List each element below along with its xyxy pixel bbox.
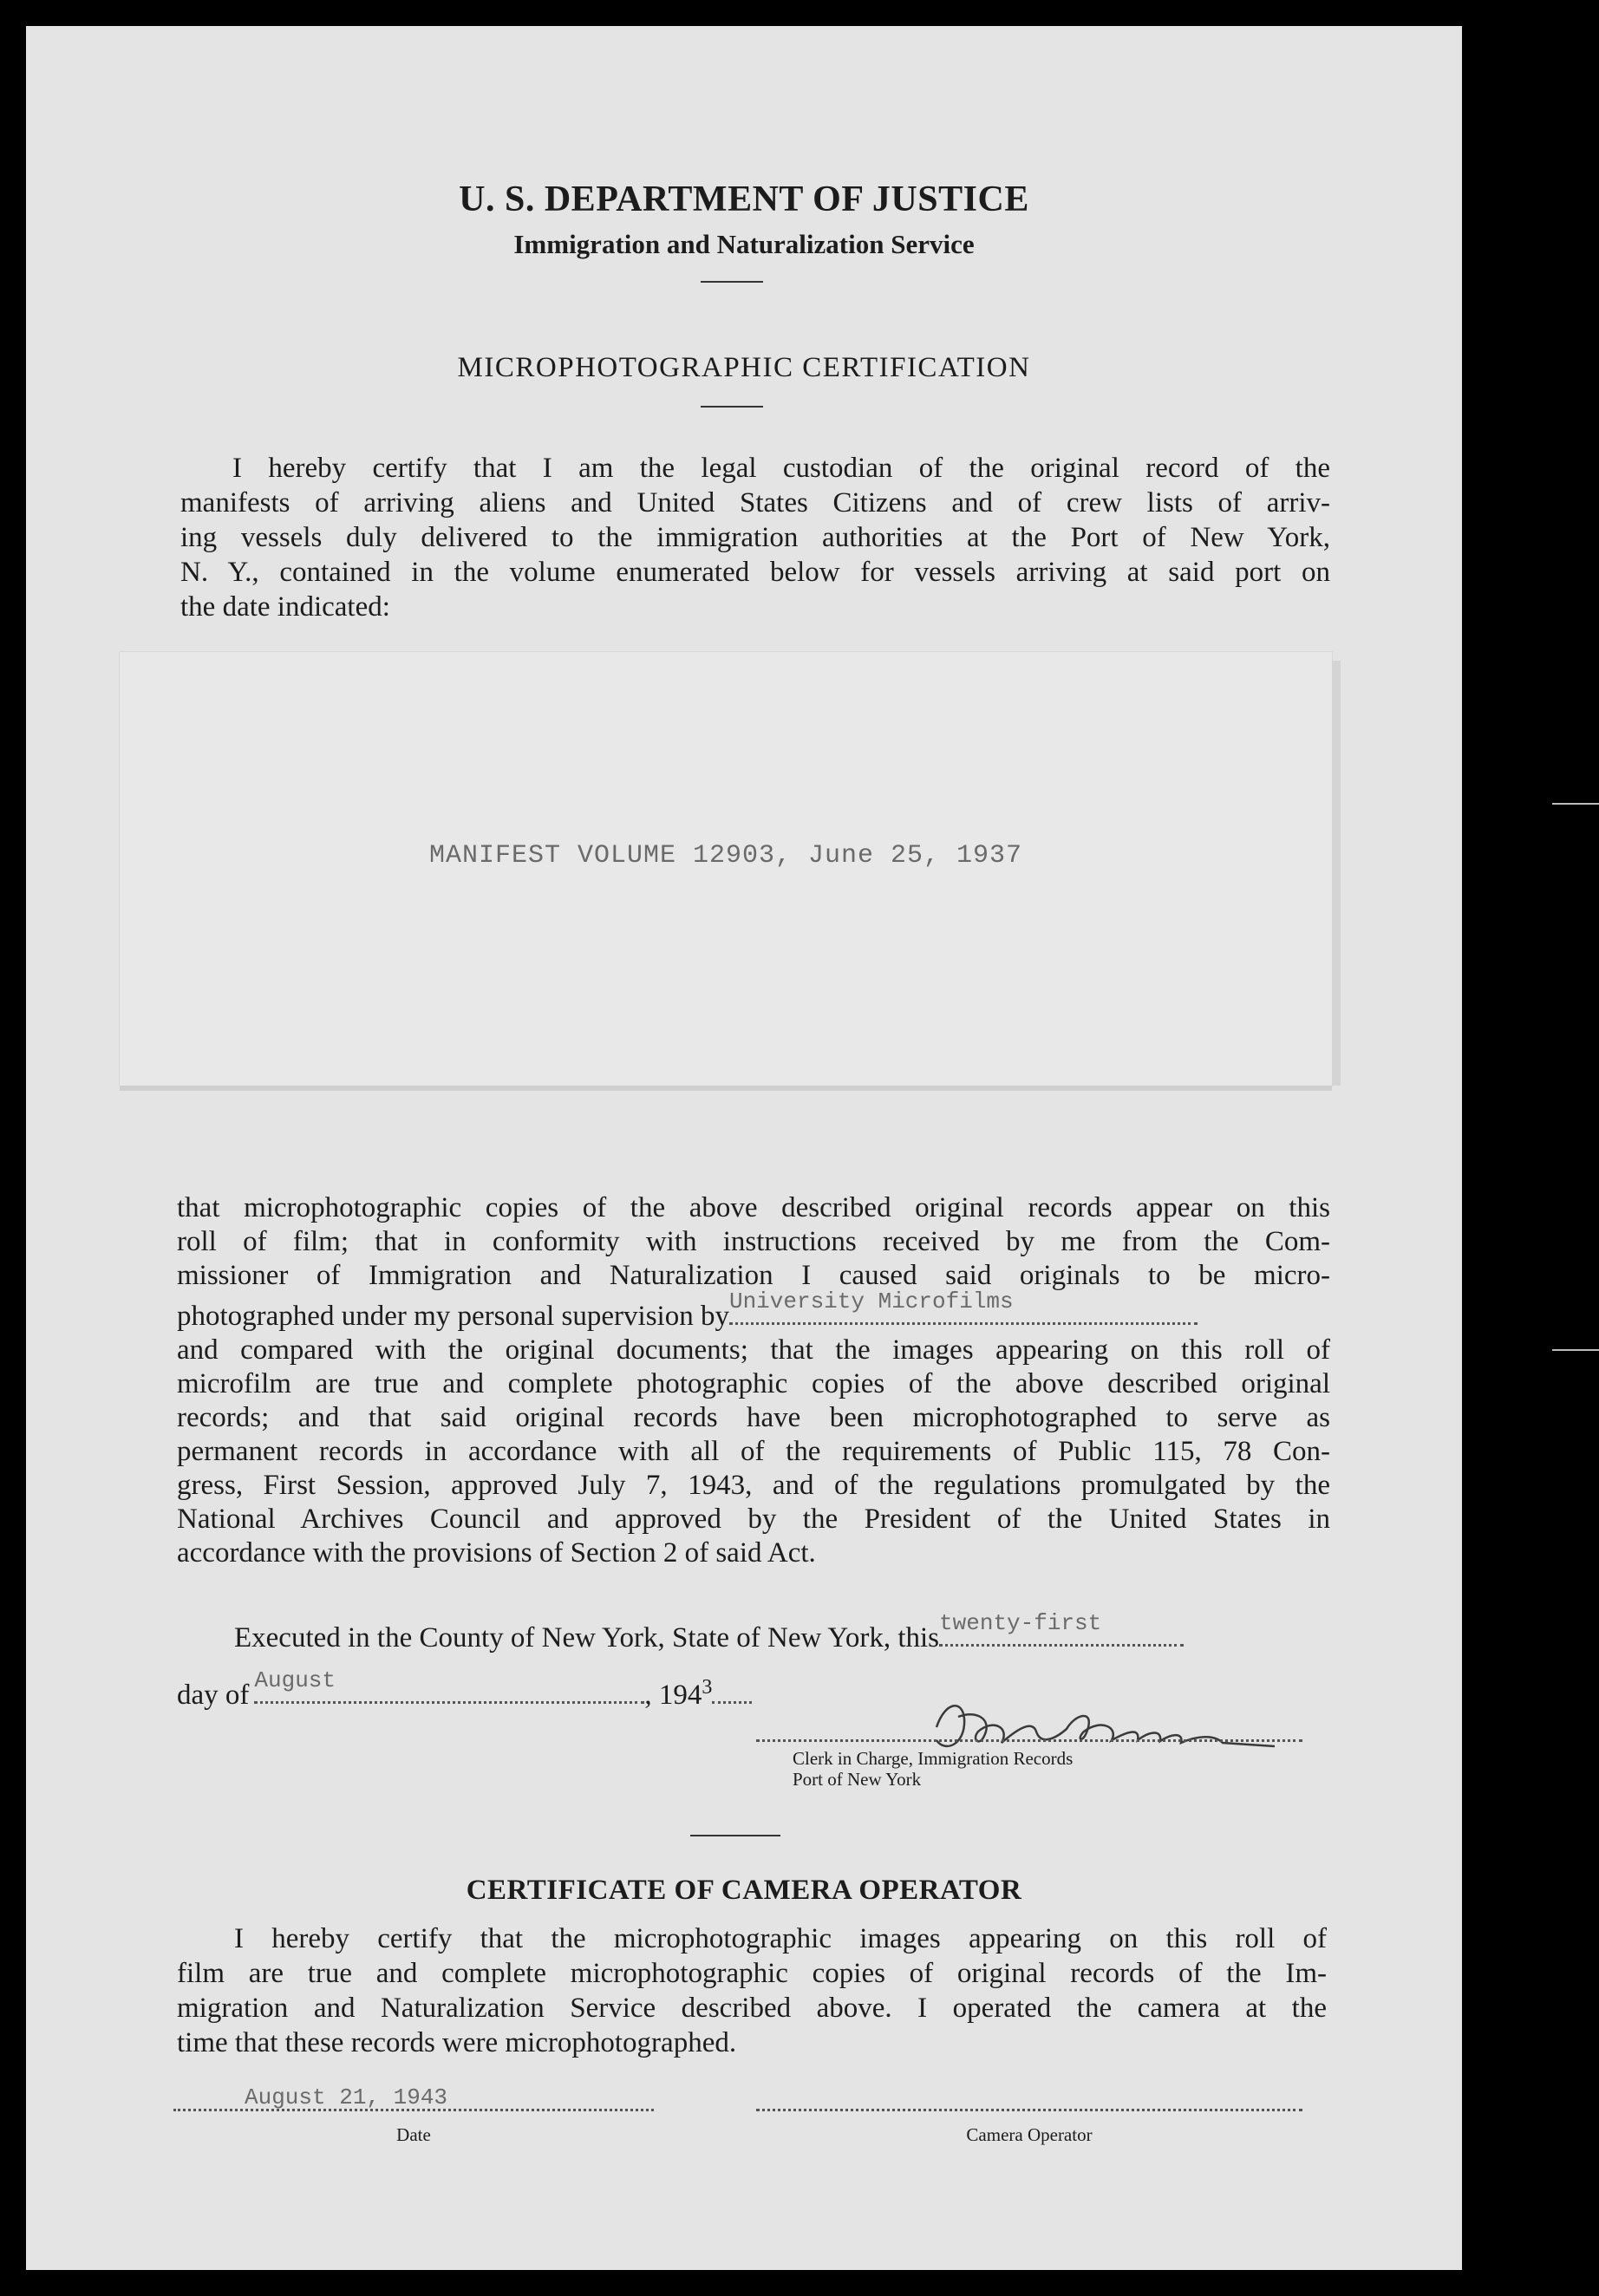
supervisor-field: [728, 1288, 1198, 1325]
body-line: roll of film; that in conformity with instructions received by me from the Com-: [177, 1226, 1330, 1257]
body-line: missioner of Immigration and Naturalization I caused said originals to be micro-: [177, 1260, 1330, 1291]
intro-line: the date indicated:: [180, 591, 390, 623]
day-of-label: day of: [177, 1680, 250, 1711]
operator-signature-line: [756, 2109, 1302, 2111]
body-line: accordance with the provisions of Section 2 of said Act.: [177, 1537, 816, 1569]
body-paragraph: [177, 1191, 1330, 1570]
body-line: permanent records in accordance with all of the requirements of Public 115, 78 Con-: [177, 1436, 1330, 1467]
date-text: [177, 1667, 957, 1715]
clerk-port: Port of New York: [793, 1769, 922, 1790]
month-value: August: [254, 1667, 336, 1693]
camera-line: I hereby certify that the microphotographic images appearing on this roll of: [234, 1923, 1327, 1954]
intro-line: N. Y., contained in the volume enumerated below for vessels arriving at said port on: [180, 557, 1330, 588]
manifest-volume-text: MANIFEST VOLUME 12903, June 25, 1937: [428, 841, 1023, 871]
year-label: , 194: [644, 1680, 702, 1711]
camera-certificate-heading: CERTIFICATE OF CAMERA OPERATOR: [466, 1875, 1022, 1906]
intro-line: ing vessels duly delivered to the immigration authorities at the Port of New York,: [180, 522, 1330, 553]
camera-line: film are true and complete microphotographic copies of original records of the Im-: [177, 1958, 1327, 1989]
camera-paragraph: [177, 1921, 1327, 2060]
body-line: gress, First Session, approved July 7, 1943, and of the regulations promulgated by the: [177, 1470, 1330, 1501]
month-field: [254, 1667, 644, 1704]
body-line-supervision: [177, 1288, 1330, 1334]
body-line: records; and that said original records have been microphotographed to serve as: [177, 1402, 1330, 1433]
clerk-signature-line: [756, 1739, 1302, 1742]
certification-heading: MICROPHOTOGRAPHIC CERTIFICATION: [457, 352, 1031, 383]
executed-text: [234, 1610, 1330, 1655]
camera-line: migration and Naturalization Service described above. I operated the camera at the: [177, 1993, 1327, 2024]
body-line: and compared with the original documents; that the images appearing on this roll of: [177, 1334, 1330, 1366]
date-line: [177, 1667, 957, 1715]
box-shadow: [1332, 661, 1341, 1086]
divider-rule: [701, 406, 763, 408]
year-field: [712, 1675, 752, 1704]
date-caption: Date: [396, 2124, 431, 2145]
camera-line: time that these records were microphotographed.: [177, 2027, 737, 2058]
department-title: U. S. DEPARTMENT OF JUSTICE: [459, 179, 1029, 219]
margin-mark: [1552, 1349, 1599, 1351]
executed-label: Executed in the County of New York, State of New York, this: [234, 1622, 940, 1654]
operator-date-value: August 21, 1943: [245, 2084, 448, 2110]
intro-line: I hereby certify that I am the legal custodian of the original record of the: [232, 453, 1330, 484]
divider-rule: [690, 1835, 780, 1836]
supervision-label: photographed under my personal supervision by: [177, 1301, 729, 1332]
body-line: microfilm are true and complete photographic copies of the above described original: [177, 1368, 1330, 1399]
margin-mark: [1552, 803, 1599, 805]
day-value: twenty-first: [939, 1610, 1102, 1636]
year-digit: 3: [702, 1676, 713, 1699]
document-page: [26, 26, 1462, 2270]
day-field: [939, 1610, 1184, 1647]
clerk-title: Clerk in Charge, Immigration Records: [793, 1748, 1074, 1769]
supervisor-value: University Microfilms: [728, 1288, 1014, 1314]
body-line: that microphotographic copies of the above described original records appear on this: [177, 1192, 1330, 1223]
intro-paragraph: [180, 451, 1330, 624]
service-subtitle: Immigration and Naturalization Service: [513, 229, 975, 259]
executed-line: [234, 1610, 1330, 1655]
manifest-insert-box: [120, 652, 1332, 1086]
intro-line: manifests of arriving aliens and United States Citizens and of crew lists of arriv-: [180, 487, 1330, 519]
operator-caption: Camera Operator: [966, 2124, 1093, 2145]
divider-rule: [701, 281, 763, 283]
body-line: National Archives Council and approved by the President of the United States in: [177, 1503, 1330, 1535]
box-shadow: [120, 1086, 1332, 1091]
